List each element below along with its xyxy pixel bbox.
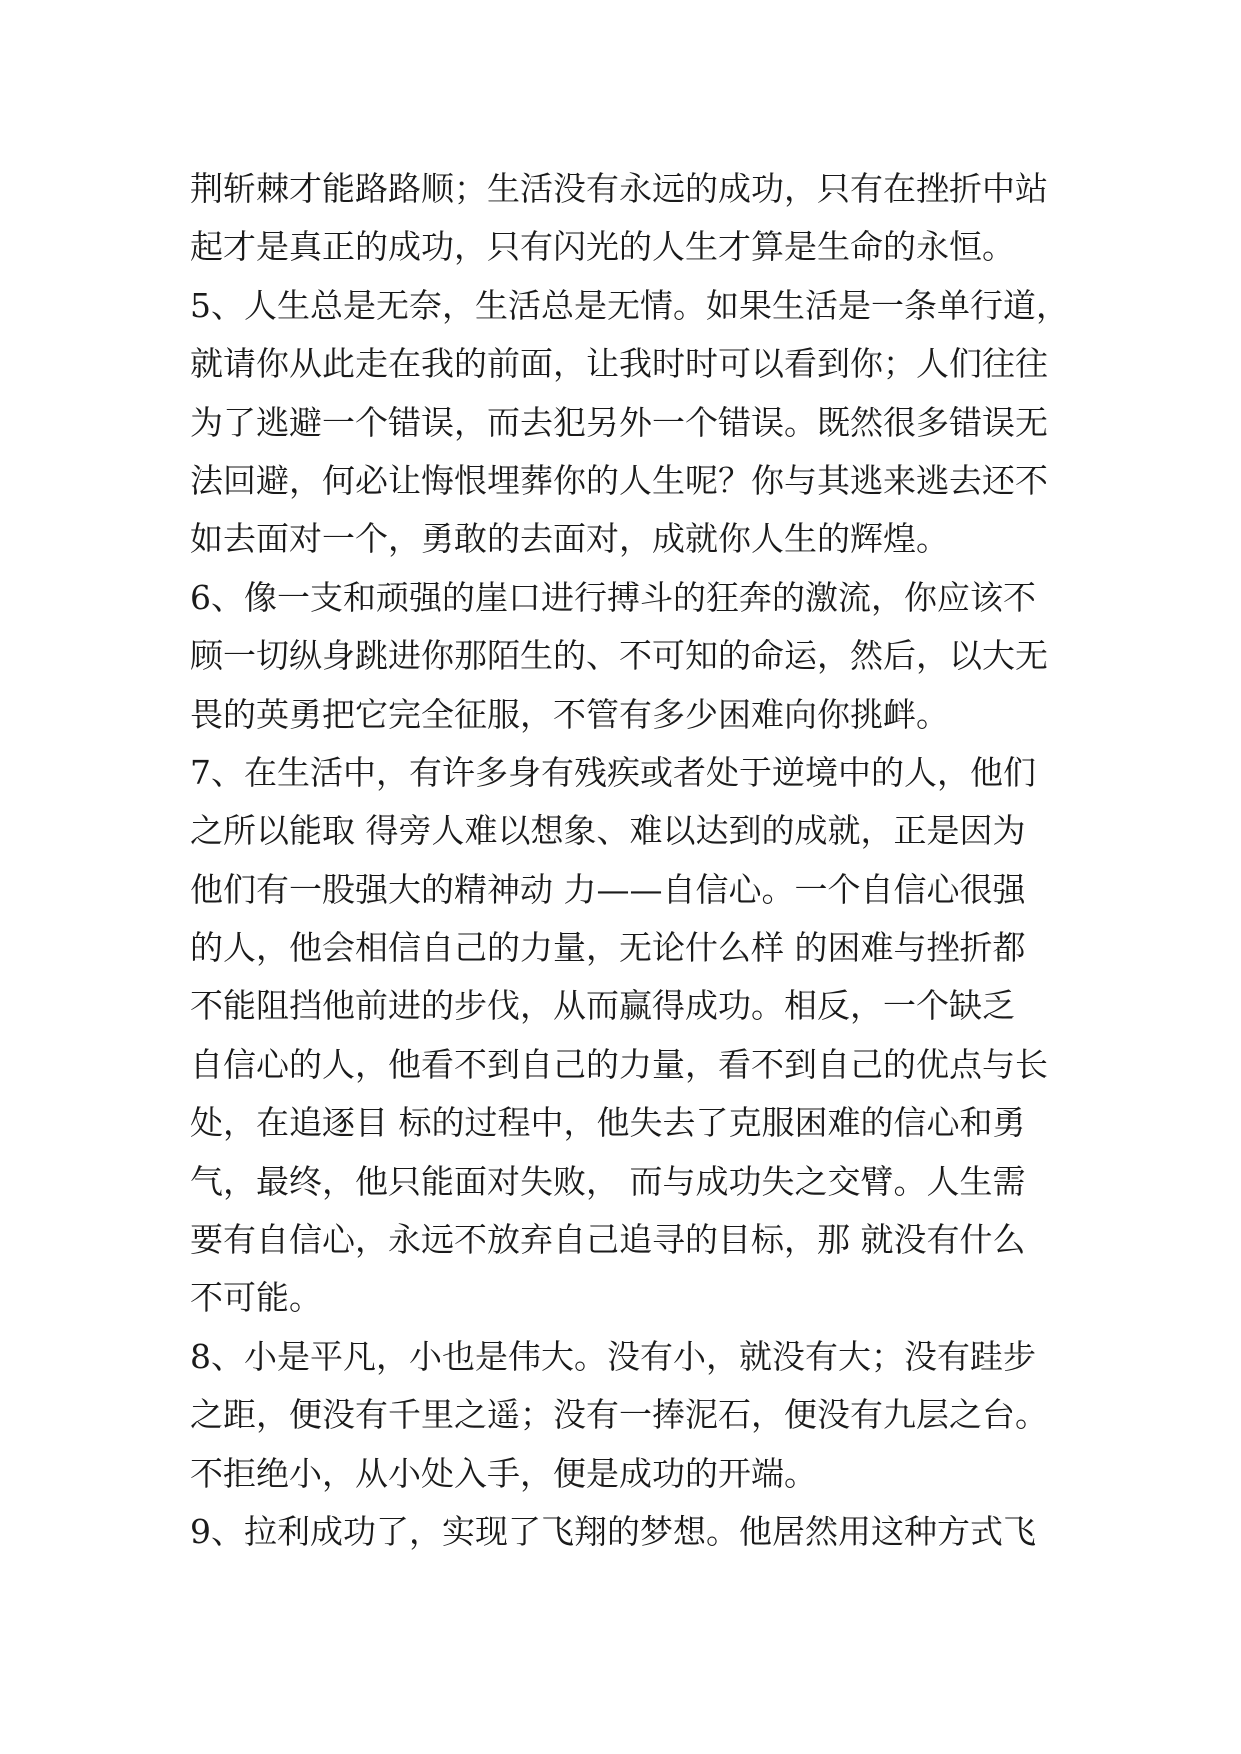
body-text bbox=[190, 160, 1070, 1561]
text-line: 要有自信心，永远不放弃自己追寻的目标，那 就没有什么 bbox=[190, 1220, 1026, 1260]
text-line: 如去面对一个，勇敢的去面对，成就你人生的辉煌。 bbox=[190, 519, 949, 559]
text-line: 荆斩棘才能路路顺；生活没有永远的成功，只有在挫折中站 bbox=[190, 169, 1048, 208]
text-line: 7、在生活中，有许多身有残疾或者处于逆境中的人，他们 bbox=[190, 752, 1036, 792]
text-line: 9、拉利成功了，实现了飞翔的梦想。他居然用这种方式飞 bbox=[190, 1511, 1036, 1551]
text-line: 他们有一股强大的精神动 力——自信心。一个自信心很强 bbox=[190, 869, 1026, 909]
text-line: 为了逃避一个错误，而去犯另外一个错误。既然很多错误无 bbox=[190, 402, 1048, 442]
text-line: 之距，便没有千里之遥；没有一捧泥石，便没有九层之台。 bbox=[190, 1395, 1048, 1435]
text-line: 6、像一支和顽强的崖口进行搏斗的狂奔的激流，你应该不 bbox=[190, 577, 1036, 617]
text-line: 之所以能取 得旁人难以想象、难以达到的成就，正是因为 bbox=[190, 811, 1026, 851]
text-line: 法回避，何必让悔恨埋葬你的人生呢？你与其逃来逃去还不 bbox=[190, 460, 1048, 500]
text-line: 顾一切纵身跳进你那陌生的、不可知的命运，然后，以大无 bbox=[190, 636, 1048, 676]
text-line: 不拒绝小，从小处入手，便是成功的开端。 bbox=[190, 1453, 817, 1493]
text-line: 不可能。 bbox=[190, 1278, 322, 1318]
text-line: 不能阻挡他前进的步伐，从而赢得成功。相反，一个缺乏 bbox=[190, 986, 1015, 1026]
text-line: 气，最终，他只能面对失败， 而与成功失之交臂。人生需 bbox=[190, 1161, 1026, 1201]
text-line: 就请你从此走在我的前面，让我时时可以看到你；人们往往 bbox=[190, 344, 1048, 384]
text-line: 自信心的人，他看不到自己的力量，看不到自己的优点与长 bbox=[190, 1044, 1048, 1084]
text-line: 的人，他会相信自己的力量，无论什么样 的困难与挫折都 bbox=[190, 928, 1026, 968]
text-line: 8、小是平凡，小也是伟大。没有小，就没有大；没有跬步 bbox=[190, 1336, 1036, 1376]
text-line: 起才是真正的成功，只有闪光的人生才算是生命的永恒。 bbox=[190, 227, 1015, 267]
text-line: 畏的英勇把它完全征服，不管有多少困难向你挑衅。 bbox=[190, 694, 949, 734]
text-line: 5、人生总是无奈，生活总是无情。如果生活是一条单行道， bbox=[190, 285, 1069, 325]
text-line: 处，在追逐目 标的过程中，他失去了克服困难的信心和勇 bbox=[190, 1103, 1026, 1143]
